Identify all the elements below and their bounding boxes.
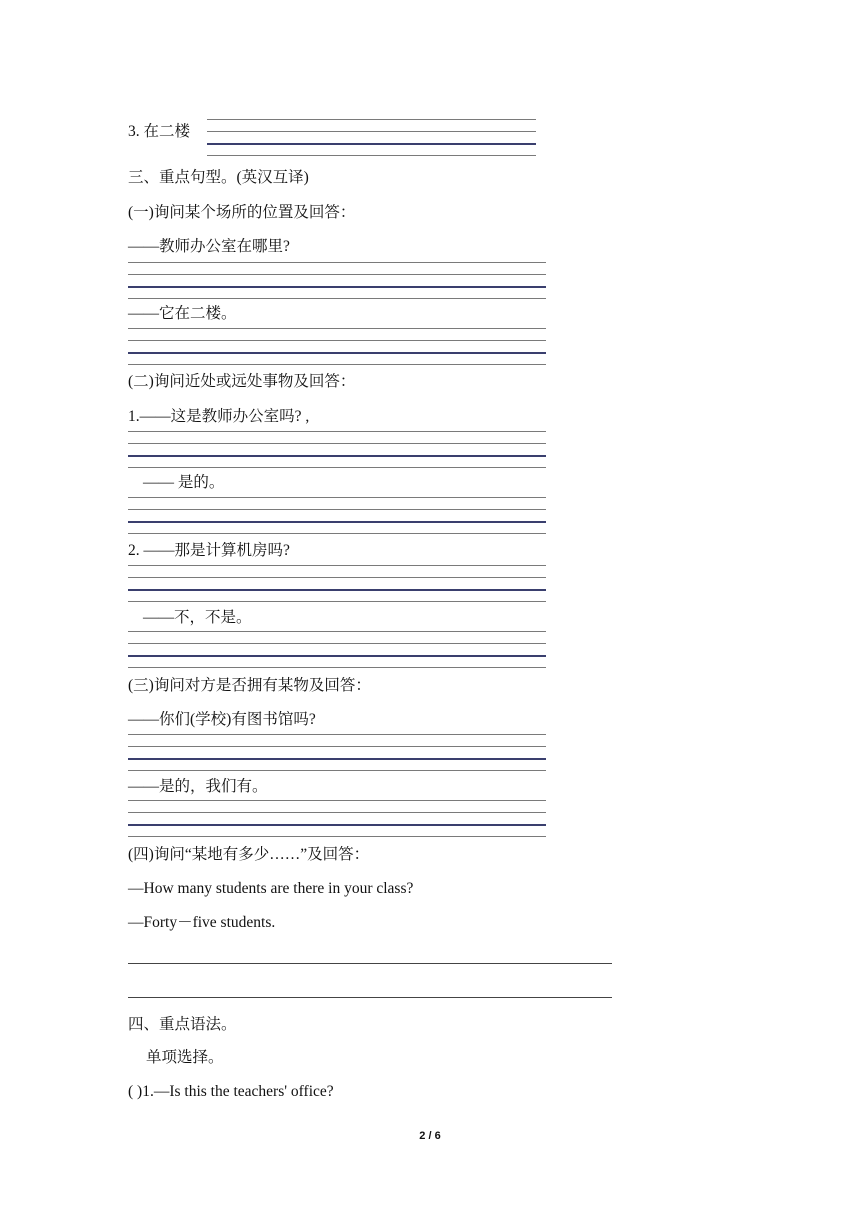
question-3b: ——是的，我们有。 — [128, 778, 268, 795]
question-4a: —How many students are there in your class? — [128, 880, 414, 897]
writing-lines[interactable] — [128, 565, 546, 605]
question-2-2a: 2. ——那是计算机房吗? — [128, 542, 290, 559]
subsection-1-heading: (一)询问某个场所的位置及回答： — [128, 204, 356, 221]
writing-lines[interactable] — [207, 119, 536, 159]
writing-lines[interactable] — [128, 497, 546, 537]
answer-line[interactable] — [128, 997, 612, 998]
question-1a: ——教师办公室在哪里? — [128, 238, 290, 255]
writing-lines[interactable] — [128, 328, 546, 368]
question-4b: —Forty－five students. — [128, 914, 276, 931]
question-2-1a: 1.——这是教师办公室吗? , — [128, 408, 310, 425]
question-1b: ——它在二楼。 — [128, 305, 237, 322]
section-4-heading: 四、重点语法。 — [128, 1016, 237, 1033]
writing-lines[interactable] — [128, 800, 546, 840]
answer-line[interactable] — [128, 963, 612, 964]
subsection-4-heading: (四)询问“某地有多少……”及回答： — [128, 846, 370, 863]
multiple-choice-title: 单项选择。 — [146, 1049, 224, 1066]
question-2-1b: —— 是的。 — [143, 474, 225, 491]
page-number: 2 / 6 — [419, 1130, 441, 1142]
subsection-2-heading: (二)询问近处或远处事物及回答： — [128, 373, 356, 390]
writing-lines[interactable] — [128, 262, 546, 302]
writing-lines[interactable] — [128, 431, 546, 471]
writing-lines[interactable] — [128, 631, 546, 671]
question-2-2b: ——不，不是。 — [143, 609, 252, 626]
writing-lines[interactable] — [128, 734, 546, 774]
subsection-3-heading: (三)询问对方是否拥有某物及回答： — [128, 677, 371, 694]
section-3-heading: 三、重点句型。(英汉互译) — [128, 169, 309, 186]
multiple-choice-question-1: ( )1.—Is this the teachers' office? — [128, 1083, 334, 1100]
item-3-label: 3. 在二楼 — [128, 123, 191, 140]
question-3a: ——你们(学校)有图书馆吗? — [128, 711, 316, 728]
